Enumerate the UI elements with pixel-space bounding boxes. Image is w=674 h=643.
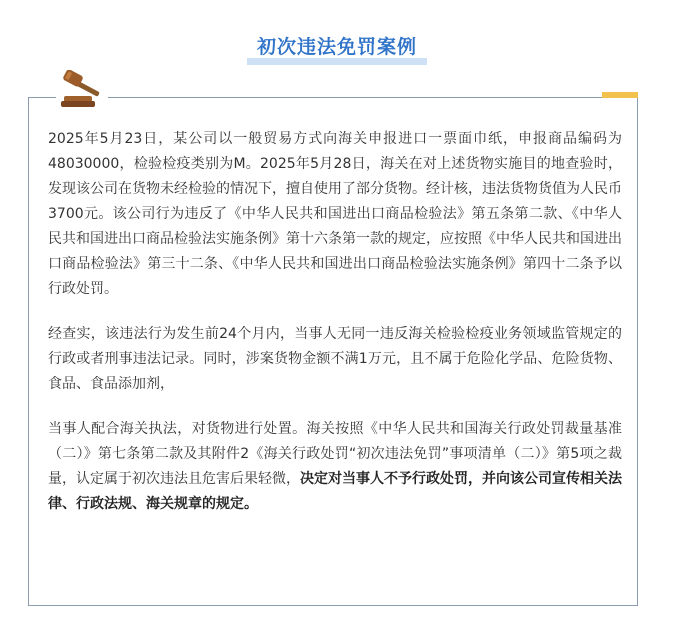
page-title-text: 初次违法免罚案例 [256, 36, 417, 58]
case-content [48, 127, 622, 537]
header [0, 26, 674, 67]
paragraph-investigation: 经查实，该违法行为发生前24个月内，当事人无同一违反海关检验检疫业务领域监管规定的行政或者刑事违法记录。同时，涉案货物金额不满1万元，且不属于危险化学品、危险货物、食品、食品添加剂， [48, 326, 622, 392]
accent-bar [602, 92, 638, 98]
page-title [247, 26, 427, 67]
gavel-icon [56, 70, 108, 110]
paragraph-case-facts: 2025年5月23日，某公司以一般贸易方式向海关申报进口一票面巾纸，申报商品编码为48030000，检验检疫类别为M。2025年5月28日，海关在对上述货物实施目的地查验时，发现该公司在货物未经检验的情况下，擅自使用了部分货物。经计核，违法货物货值为人民币3700元。该公司行为违反了《中华人民共和国进出口商品检验法》第五条第二款、《中华人民共和国进出口商品检验法实施条例》第十六条第一款的规定，应按照《中华人民共和国进出口商品检验法》第三十二条、《中华人民共和国进出口商品检验法实施条例》第四十二条予以行政处罚。 [48, 131, 622, 297]
decision-bold-text: 决定对当事人不予行政处罚，并向该公司宣传相关法律、行政法规、海关规章的规定。 [48, 471, 622, 512]
paragraph-decision [48, 417, 622, 517]
decision-text: 当事人配合海关执法，对货物进行处置。海关按照《中华人民共和国海关行政处罚裁量基准（二）》第七条第二款及其附件2《海关行政处罚“初次违法免罚”事项清单（二）》第5项之裁量，认定属于初次违法且危害后果轻微， [48, 421, 622, 487]
title-highlight [247, 58, 427, 65]
card-top-border [28, 97, 638, 98]
